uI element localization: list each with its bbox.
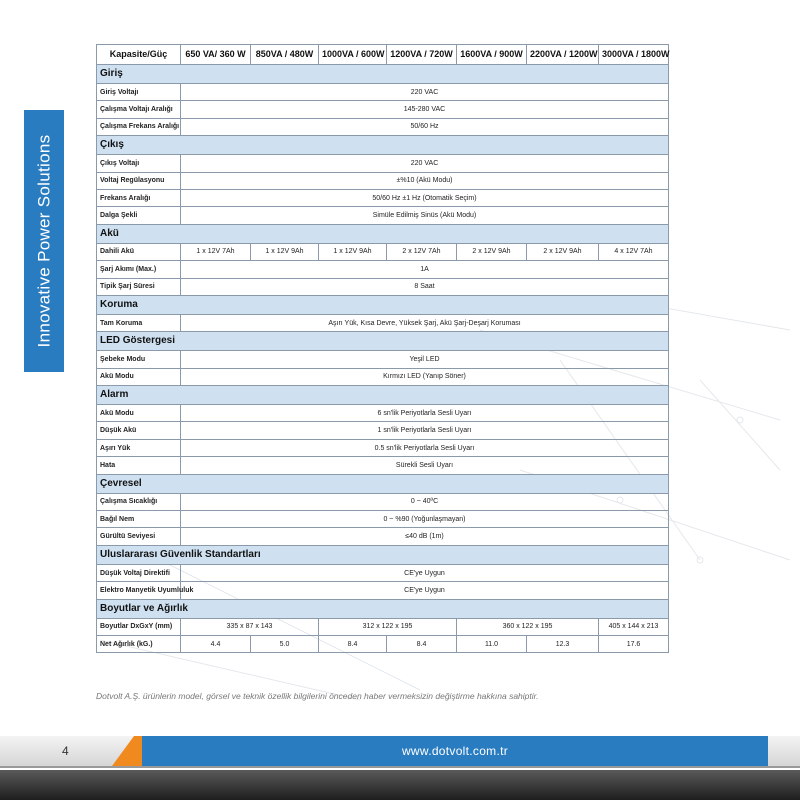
row-value: 4 x 12V 7Ah [599, 243, 669, 260]
header-model: 850VA / 480W [251, 45, 319, 65]
row-value: 1A [181, 261, 669, 278]
footer-url-band [142, 736, 768, 766]
row-label: Aşırı Yük [97, 439, 181, 456]
row-value: 360 x 122 x 195 [457, 618, 599, 635]
row-value: 220 VAC [181, 84, 669, 101]
page-number: 4 [62, 744, 69, 758]
row-label: Hata [97, 457, 181, 474]
header-model: 1600VA / 900W [457, 45, 527, 65]
footer [0, 736, 800, 766]
row-label: Şebeke Modu [97, 351, 181, 368]
section-header-row [97, 65, 669, 84]
row-value: 17.6 [599, 635, 669, 652]
table-row [97, 493, 669, 510]
row-label: Tipik Şarj Süresi [97, 278, 181, 295]
table-row [97, 155, 669, 172]
row-value: CE'ye Uygun [181, 582, 669, 599]
table-row [97, 582, 669, 599]
section-title: Boyutlar ve Ağırlık [97, 599, 669, 618]
table-row [97, 189, 669, 206]
table-row [97, 118, 669, 135]
row-value: ±%10 (Akü Modu) [181, 172, 669, 189]
table-row [97, 243, 669, 260]
row-label: Net Ağırlık (kG.) [97, 635, 181, 652]
section-header-row [97, 136, 669, 155]
row-label: Çalışma Voltajı Aralığı [97, 101, 181, 118]
row-label: Gürültü Seviyesi [97, 528, 181, 545]
row-value: 1 x 12V 9Ah [319, 243, 387, 260]
row-value: 8 Saat [181, 278, 669, 295]
row-value: 405 x 144 x 213 [599, 618, 669, 635]
row-label: Düşük Akü [97, 422, 181, 439]
row-value: 0.5 sn'lik Periyotlarla Sesli Uyarı [181, 439, 669, 456]
section-title: Koruma [97, 295, 669, 314]
section-header-row [97, 295, 669, 314]
specifications-table [96, 44, 669, 653]
row-value: Simüle Edilmiş Sinüs (Akü Modu) [181, 207, 669, 224]
table-row [97, 564, 669, 581]
row-label: Şarj Akımı (Max.) [97, 261, 181, 278]
header-model: 3000VA / 1800W [599, 45, 669, 65]
row-value: 4.4 [181, 635, 251, 652]
row-value: Sürekli Sesli Uyarı [181, 457, 669, 474]
section-header-row [97, 332, 669, 351]
row-value: 2 x 12V 9Ah [527, 243, 599, 260]
row-value: 50/60 Hz [181, 118, 669, 135]
row-label: Çalışma Sıcaklığı [97, 493, 181, 510]
row-value: 1 x 12V 9Ah [251, 243, 319, 260]
section-title: Akü [97, 224, 669, 243]
section-title: Giriş [97, 65, 669, 84]
table-row [97, 84, 669, 101]
row-label: Düşük Voltaj Direktifi [97, 564, 181, 581]
table-row [97, 172, 669, 189]
row-label: Dahili Akü [97, 243, 181, 260]
section-title: Çevresel [97, 474, 669, 493]
row-value: 1 sn'lik Periyotlarla Sesli Uyarı [181, 422, 669, 439]
table-header-row [97, 45, 669, 65]
row-value: 0 ~ 40ºC [181, 493, 669, 510]
website-url[interactable]: www.dotvolt.com.tr [401, 744, 509, 758]
section-header-row [97, 386, 669, 405]
row-label: Voltaj Regülasyonu [97, 172, 181, 189]
row-value: ≤40 dB (1m) [181, 528, 669, 545]
section-title: Uluslararası Güvenlik Standartları [97, 545, 669, 564]
table-row [97, 314, 669, 331]
sidebar-slogan-band [24, 110, 64, 372]
table-row [97, 457, 669, 474]
row-value: 2 x 12V 7Ah [387, 243, 457, 260]
table-row [97, 368, 669, 385]
row-value: Aşırı Yük, Kısa Devre, Yüksek Şarj, Akü Şarj-Deşarj Koruması [181, 314, 669, 331]
section-title: LED Göstergesi [97, 332, 669, 351]
row-value: 0 ~ %90 (Yoğunlaşmayan) [181, 511, 669, 528]
table-row [97, 439, 669, 456]
row-label: Boyutlar DxGxY (mm) [97, 618, 181, 635]
header-model: 650 VA/ 360 W [181, 45, 251, 65]
footer-rule [0, 766, 800, 768]
header-model: 1200VA / 720W [387, 45, 457, 65]
row-label: Frekans Aralığı [97, 189, 181, 206]
section-header-row [97, 224, 669, 243]
row-label: Akü Modu [97, 368, 181, 385]
row-value: Kırmızı LED (Yanıp Söner) [181, 368, 669, 385]
table-row [97, 207, 669, 224]
disclaimer-text: Dotvolt A.Ş. ürünlerin model, görsel ve teknik özellik bilgilerini önceden haber vermeksizin değiştirme hakkına sahiptir. [96, 691, 539, 701]
row-value: 50/60 Hz ±1 Hz (Otomatik Seçim) [181, 189, 669, 206]
row-label: Tam Koruma [97, 314, 181, 331]
table-row [97, 422, 669, 439]
row-value: 145-280 VAC [181, 101, 669, 118]
row-label: Elektro Manyetik Uyumluluk [97, 582, 181, 599]
table-row [97, 528, 669, 545]
row-value: 8.4 [319, 635, 387, 652]
section-header-row [97, 545, 669, 564]
row-label: Çıkış Voltajı [97, 155, 181, 172]
row-value: 220 VAC [181, 155, 669, 172]
table-body [97, 65, 669, 653]
section-header-row [97, 474, 669, 493]
row-value: 5.0 [251, 635, 319, 652]
row-value: 312 x 122 x 195 [319, 618, 457, 635]
section-header-row [97, 599, 669, 618]
row-value: 11.0 [457, 635, 527, 652]
row-value: Yeşil LED [181, 351, 669, 368]
table-row [97, 511, 669, 528]
row-value: 8.4 [387, 635, 457, 652]
row-label: Çalışma Frekans Aralığı [97, 118, 181, 135]
section-title: Alarm [97, 386, 669, 405]
header-capacity: Kapasite/Güç [97, 45, 181, 65]
bottom-dark-bar [0, 770, 800, 800]
table-row [97, 278, 669, 295]
sidebar-slogan-text: Innovative Power Solutions [34, 134, 53, 348]
table-row [97, 261, 669, 278]
table-row [97, 635, 669, 652]
section-title: Çıkış [97, 136, 669, 155]
row-label: Bağıl Nem [97, 511, 181, 528]
row-value: CE'ye Uygun [181, 564, 669, 581]
row-value: 2 x 12V 9Ah [457, 243, 527, 260]
row-value: 1 x 12V 7Ah [181, 243, 251, 260]
row-label: Giriş Voltajı [97, 84, 181, 101]
row-label: Akü Modu [97, 405, 181, 422]
row-value: 12.3 [527, 635, 599, 652]
header-model: 1000VA / 600W [319, 45, 387, 65]
header-model: 2200VA / 1200W [527, 45, 599, 65]
row-label: Dalga Şekli [97, 207, 181, 224]
table-row [97, 351, 669, 368]
table-row [97, 405, 669, 422]
table-row [97, 101, 669, 118]
row-value: 335 x 87 x 143 [181, 618, 319, 635]
row-value: 6 sn'lik Periyotlarla Sesli Uyarı [181, 405, 669, 422]
table-row [97, 618, 669, 635]
